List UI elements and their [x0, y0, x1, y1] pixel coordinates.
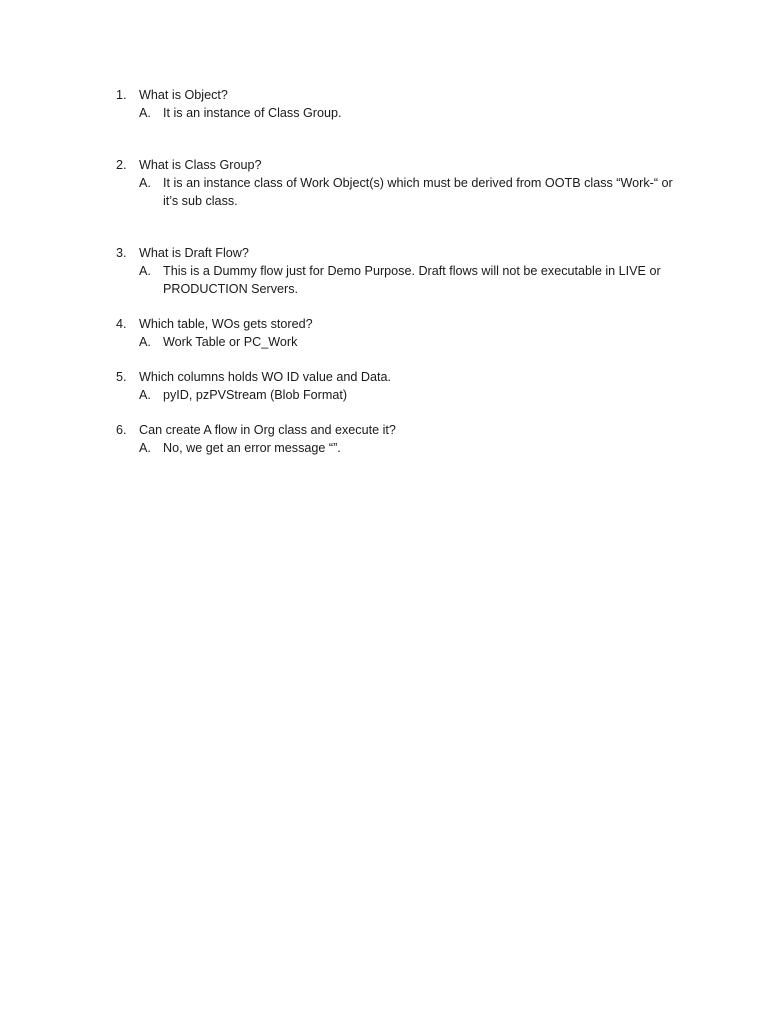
question-text: What is Class Group?	[139, 158, 262, 172]
question-number: 5.	[116, 370, 127, 384]
qa-item-5	[0, 369, 768, 405]
question-number: 2.	[116, 158, 127, 172]
answer-text: It is an instance class of Work Object(s) which must be derived from OOTB class “Work-“ or it’s sub class.	[163, 175, 673, 208]
question-number: 3.	[116, 246, 127, 260]
answer-letter: A.	[139, 175, 151, 190]
answer-letter: A.	[139, 105, 151, 120]
answer-line	[0, 105, 768, 123]
answer-letter: A.	[139, 440, 151, 455]
question-line	[0, 316, 768, 334]
question-line	[0, 245, 768, 263]
answer-line	[0, 175, 768, 208]
question-number: 1.	[116, 88, 127, 102]
question-text: Which columns holds WO ID value and Data.	[139, 370, 391, 384]
answer-text: Work Table or PC_Work	[163, 334, 298, 349]
question-text: Which table, WOs gets stored?	[139, 317, 313, 331]
question-text: Can create A flow in Org class and execute it?	[139, 423, 396, 437]
answer-line	[0, 263, 768, 296]
question-number: 6.	[116, 423, 127, 437]
answer-letter: A.	[139, 334, 151, 349]
answer-line	[0, 440, 768, 458]
answer-line	[0, 387, 768, 405]
question-number: 4.	[116, 317, 127, 331]
answer-text: pyID, pzPVStream (Blob Format)	[163, 387, 348, 402]
question-line	[0, 157, 768, 175]
qa-item-1	[0, 87, 768, 123]
question-line	[0, 87, 768, 105]
answer-letter: A.	[139, 387, 151, 402]
answer-text: No, we get an error message “”.	[163, 440, 341, 455]
answer-line	[0, 334, 768, 352]
question-text: What is Draft Flow?	[139, 246, 249, 260]
qa-item-2	[0, 157, 768, 208]
qa-item-6	[0, 422, 768, 458]
answer-text: This is a Dummy flow just for Demo Purpose. Draft flows will not be executable in LIVE or PRODUCTION Servers.	[163, 263, 661, 296]
question-line	[0, 422, 768, 440]
answer-text: It is an instance of Class Group.	[163, 105, 342, 120]
qa-item-3	[0, 245, 768, 296]
answer-letter: A.	[139, 263, 151, 278]
qa-item-4	[0, 316, 768, 352]
question-line	[0, 369, 768, 387]
question-text: What is Object?	[139, 88, 228, 102]
